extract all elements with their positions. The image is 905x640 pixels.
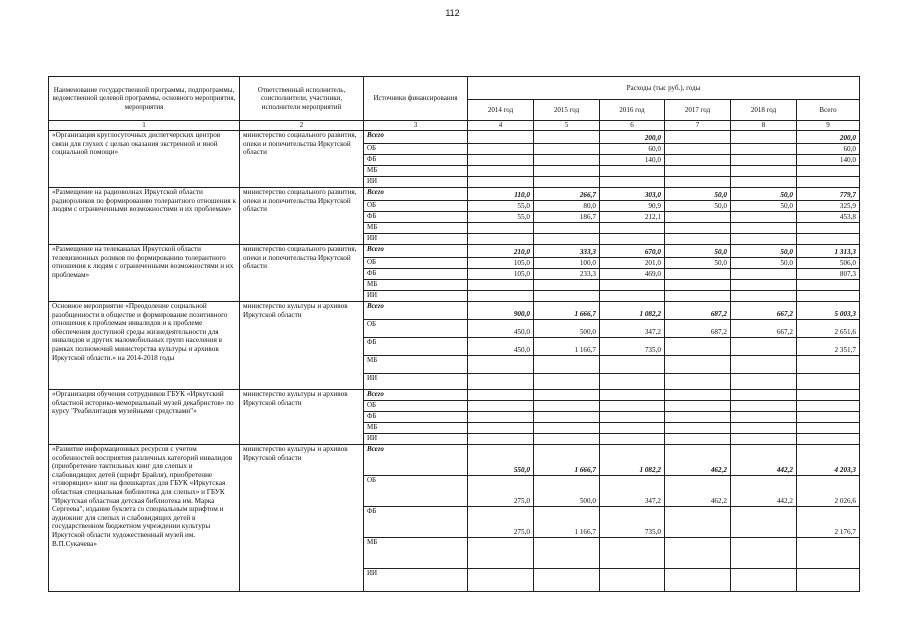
year-value bbox=[534, 412, 600, 423]
total-value: 4 203,3 bbox=[797, 445, 860, 476]
funding-source: ИИ bbox=[364, 234, 468, 245]
total-value bbox=[797, 390, 860, 401]
year-value: 105,0 bbox=[468, 269, 534, 280]
year-value: 347,2 bbox=[600, 320, 665, 338]
year-value bbox=[665, 390, 731, 401]
funding-source: ИИ bbox=[364, 291, 468, 302]
year-value: 212,1 bbox=[600, 212, 665, 223]
year-value bbox=[665, 291, 731, 302]
year-value bbox=[731, 177, 797, 188]
year-value: 500,0 bbox=[534, 476, 600, 507]
funding-source: ИИ bbox=[364, 434, 468, 445]
year-value bbox=[468, 291, 534, 302]
year-value bbox=[534, 401, 600, 412]
year-value bbox=[534, 280, 600, 291]
program-name: «Развитие информационных ресурсов с учетом особенностей восприятия различных категорий инвалидов (приобретение тактильных книг для слепых и слабовидящих детей (шрифт Брайля), приобретение «говорящих» книг на флешкартах для ГБУК «Иркутская областная специальная библиотека для слепых» и ГБУК "Иркутская областная детская библиотека им. Марка Сергеева", издание буклета со специальным шрифтом и аудиокниг для слепых и слабовидящих детей в государственном бюджетном учреждении культуры Иркутской области художественный музей им. В.П.Сукачева» bbox=[49, 445, 240, 592]
year-value bbox=[534, 291, 600, 302]
total-value: 807,3 bbox=[797, 269, 860, 280]
year-value: 110,0 bbox=[468, 188, 534, 201]
year-value bbox=[731, 538, 797, 569]
funding-source: ФБ bbox=[364, 412, 468, 423]
year-value bbox=[600, 434, 665, 445]
year-value bbox=[731, 269, 797, 280]
year-value: 1 666,7 bbox=[534, 445, 600, 476]
total-value: 60,0 bbox=[797, 144, 860, 155]
year-value bbox=[665, 155, 731, 166]
year-value bbox=[468, 538, 534, 569]
table-row bbox=[49, 188, 860, 201]
year-value bbox=[665, 338, 731, 356]
year-value bbox=[665, 507, 731, 538]
year-value bbox=[534, 223, 600, 234]
header-year: 2014 год bbox=[468, 100, 534, 121]
year-value bbox=[600, 223, 665, 234]
year-value: 735,0 bbox=[600, 338, 665, 356]
total-value: 506,0 bbox=[797, 258, 860, 269]
funding-source: ОБ bbox=[364, 201, 468, 212]
year-value: 1 082,2 bbox=[600, 445, 665, 476]
funding-source: МБ bbox=[364, 538, 468, 569]
total-value bbox=[797, 223, 860, 234]
year-value bbox=[665, 234, 731, 245]
year-value bbox=[534, 434, 600, 445]
year-value: 50,0 bbox=[665, 188, 731, 201]
program-executor: министерство социального развития, опеки и попечительства Иркутской области bbox=[240, 245, 364, 302]
funding-source: ИИ bbox=[364, 569, 468, 592]
year-value: 80,0 bbox=[534, 201, 600, 212]
index-cell: 7 bbox=[665, 121, 731, 131]
year-value: 100,0 bbox=[534, 258, 600, 269]
year-value bbox=[534, 144, 600, 155]
year-value: 469,0 bbox=[600, 269, 665, 280]
index-cell: 2 bbox=[240, 121, 364, 131]
year-value: 50,0 bbox=[731, 188, 797, 201]
year-value: 303,0 bbox=[600, 188, 665, 201]
index-cell: 3 bbox=[364, 121, 468, 131]
year-value bbox=[534, 131, 600, 144]
funding-source: ОБ bbox=[364, 401, 468, 412]
funding-source: ФБ bbox=[364, 507, 468, 538]
total-value: 453,8 bbox=[797, 212, 860, 223]
program-name: «Размещение на радиоволнах Иркутской области радиороликов по формированию толерантного отношения к людям с ограниченными возможностями и их проблемам» bbox=[49, 188, 240, 245]
funding-source: МБ bbox=[364, 223, 468, 234]
year-value bbox=[468, 390, 534, 401]
year-value bbox=[534, 356, 600, 374]
year-value: 687,2 bbox=[665, 320, 731, 338]
year-value: 186,7 bbox=[534, 212, 600, 223]
funding-source: ОБ bbox=[364, 258, 468, 269]
total-value: 140,0 bbox=[797, 155, 860, 166]
year-value: 55,0 bbox=[468, 201, 534, 212]
header-year: 2017 год bbox=[665, 100, 731, 121]
funding-source: ОБ bbox=[364, 320, 468, 338]
year-value: 333,3 bbox=[534, 245, 600, 258]
year-value bbox=[665, 280, 731, 291]
program-executor: министерство культуры и архивов Иркутской области bbox=[240, 302, 364, 390]
total-value bbox=[797, 434, 860, 445]
year-value: 450,0 bbox=[468, 320, 534, 338]
year-value: 90,9 bbox=[600, 201, 665, 212]
header-expenses: Расходы (тыс руб.), годы bbox=[468, 77, 860, 100]
year-value bbox=[468, 166, 534, 177]
year-value bbox=[665, 569, 731, 592]
year-value bbox=[534, 374, 600, 390]
total-value bbox=[797, 423, 860, 434]
header-year: 2018 год bbox=[731, 100, 797, 121]
year-value bbox=[731, 423, 797, 434]
header-executor: Ответственный исполнитель, соисполнители, участники, исполнители мероприятий bbox=[240, 77, 364, 121]
year-value bbox=[731, 390, 797, 401]
funding-source: Всего bbox=[364, 302, 468, 320]
funding-source: ФБ bbox=[364, 269, 468, 280]
year-value bbox=[534, 423, 600, 434]
year-value bbox=[665, 356, 731, 374]
year-value bbox=[665, 177, 731, 188]
year-value bbox=[534, 538, 600, 569]
funding-source: МБ bbox=[364, 423, 468, 434]
year-value: 670,0 bbox=[600, 245, 665, 258]
year-value bbox=[731, 212, 797, 223]
year-value: 50,0 bbox=[731, 245, 797, 258]
year-value bbox=[468, 434, 534, 445]
year-value: 201,0 bbox=[600, 258, 665, 269]
header-year: 2016 год bbox=[600, 100, 665, 121]
year-value: 462,2 bbox=[665, 476, 731, 507]
year-value: 1 166,7 bbox=[534, 338, 600, 356]
index-cell: 1 bbox=[49, 121, 240, 131]
program-executor: министерство культуры и архивов Иркутской области bbox=[240, 445, 364, 592]
program-executor: министерство социального развития, опеки и попечительства Иркутской области bbox=[240, 131, 364, 188]
total-value: 2 651,6 bbox=[797, 320, 860, 338]
total-value: 2 026,6 bbox=[797, 476, 860, 507]
year-value: 50,0 bbox=[665, 258, 731, 269]
total-value bbox=[797, 234, 860, 245]
year-value bbox=[731, 155, 797, 166]
total-value bbox=[797, 401, 860, 412]
year-value bbox=[468, 412, 534, 423]
year-value bbox=[665, 223, 731, 234]
year-value: 275,0 bbox=[468, 507, 534, 538]
year-value bbox=[731, 356, 797, 374]
year-value: 50,0 bbox=[665, 245, 731, 258]
funding-source: ИИ bbox=[364, 374, 468, 390]
year-value bbox=[600, 280, 665, 291]
table-row bbox=[49, 302, 860, 320]
year-value bbox=[534, 177, 600, 188]
year-value bbox=[665, 269, 731, 280]
year-value: 687,2 bbox=[665, 302, 731, 320]
year-value bbox=[731, 401, 797, 412]
header-source: Источники финансирования bbox=[364, 77, 468, 121]
page-number: 112 bbox=[445, 8, 460, 18]
funding-source: ФБ bbox=[364, 155, 468, 166]
year-value bbox=[600, 166, 665, 177]
year-value bbox=[731, 338, 797, 356]
funding-source: МБ bbox=[364, 280, 468, 291]
program-name: Основное мероприятие «Преодоление социальной разобщенности в обществе и формирование позитивного отношения к проблемам инвалидов и к проблеме обеспечения доступной среды жизнедеятельности для инвалидов и других маломобильных групп населения в рамках полномочий министерства культуры и архивов Иркутской области.» на 2014-2018 годы bbox=[49, 302, 240, 390]
year-value bbox=[468, 177, 534, 188]
year-value: 233,3 bbox=[534, 269, 600, 280]
total-value bbox=[797, 412, 860, 423]
index-cell: 6 bbox=[600, 121, 665, 131]
funding-source: МБ bbox=[364, 166, 468, 177]
year-value bbox=[600, 569, 665, 592]
year-value: 667,2 bbox=[731, 320, 797, 338]
total-value bbox=[797, 538, 860, 569]
total-value: 325,9 bbox=[797, 201, 860, 212]
year-value bbox=[731, 223, 797, 234]
year-value bbox=[468, 144, 534, 155]
total-value: 5 003,3 bbox=[797, 302, 860, 320]
year-value: 900,0 bbox=[468, 302, 534, 320]
total-value bbox=[797, 177, 860, 188]
year-value: 442,2 bbox=[731, 476, 797, 507]
funding-source: Всего bbox=[364, 245, 468, 258]
funding-source: Всего bbox=[364, 188, 468, 201]
year-value bbox=[665, 401, 731, 412]
year-value bbox=[600, 390, 665, 401]
total-value bbox=[797, 356, 860, 374]
funding-source: ИИ bbox=[364, 177, 468, 188]
year-value bbox=[468, 423, 534, 434]
index-cell: 9 bbox=[797, 121, 860, 131]
year-value bbox=[600, 374, 665, 390]
year-value bbox=[600, 177, 665, 188]
program-executor: министерство культуры и архивов Иркутской области bbox=[240, 390, 364, 445]
year-value bbox=[731, 280, 797, 291]
total-value bbox=[797, 280, 860, 291]
year-value: 500,0 bbox=[534, 320, 600, 338]
program-name: «Организация обучения сотрудников ГБУК «Иркутский областной историко-мемориальный музей декабристов» по курсу "Реабилитация музейными средствами"» bbox=[49, 390, 240, 445]
year-value: 50,0 bbox=[665, 201, 731, 212]
year-value: 55,0 bbox=[468, 212, 534, 223]
year-value: 60,0 bbox=[600, 144, 665, 155]
funding-source: ФБ bbox=[364, 212, 468, 223]
funding-source: Всего bbox=[364, 445, 468, 476]
year-value bbox=[600, 234, 665, 245]
year-value bbox=[665, 374, 731, 390]
year-value bbox=[665, 412, 731, 423]
year-value bbox=[468, 374, 534, 390]
year-value bbox=[600, 401, 665, 412]
year-value bbox=[665, 131, 731, 144]
year-value: 210,0 bbox=[468, 245, 534, 258]
year-value bbox=[731, 569, 797, 592]
total-value bbox=[797, 291, 860, 302]
year-value bbox=[600, 412, 665, 423]
year-value bbox=[468, 234, 534, 245]
table-row bbox=[49, 390, 860, 401]
year-value bbox=[600, 291, 665, 302]
year-value bbox=[731, 291, 797, 302]
year-value: 450,0 bbox=[468, 338, 534, 356]
table-row bbox=[49, 245, 860, 258]
total-value: 2 176,7 bbox=[797, 507, 860, 538]
year-value bbox=[665, 423, 731, 434]
year-value bbox=[468, 223, 534, 234]
funding-source: Всего bbox=[364, 390, 468, 401]
year-value: 735,0 bbox=[600, 507, 665, 538]
year-value bbox=[665, 538, 731, 569]
year-value bbox=[731, 234, 797, 245]
year-value bbox=[731, 131, 797, 144]
index-cell: 4 bbox=[468, 121, 534, 131]
year-value: 667,2 bbox=[731, 302, 797, 320]
year-value bbox=[534, 569, 600, 592]
year-value: 347,2 bbox=[600, 476, 665, 507]
funding-source: ОБ bbox=[364, 144, 468, 155]
year-value bbox=[600, 423, 665, 434]
year-value bbox=[731, 374, 797, 390]
year-value: 550,0 bbox=[468, 445, 534, 476]
year-value bbox=[600, 356, 665, 374]
year-value bbox=[468, 401, 534, 412]
index-cell: 5 bbox=[534, 121, 600, 131]
year-value: 442,2 bbox=[731, 445, 797, 476]
year-value bbox=[600, 538, 665, 569]
total-value bbox=[797, 166, 860, 177]
year-value: 50,0 bbox=[731, 201, 797, 212]
year-value bbox=[534, 155, 600, 166]
year-value bbox=[731, 434, 797, 445]
year-value bbox=[665, 144, 731, 155]
funding-source: Всего bbox=[364, 131, 468, 144]
index-cell: 8 bbox=[731, 121, 797, 131]
header-year: 2015 год bbox=[534, 100, 600, 121]
year-value bbox=[731, 144, 797, 155]
year-value bbox=[468, 155, 534, 166]
year-value bbox=[665, 434, 731, 445]
year-value: 462,2 bbox=[665, 445, 731, 476]
year-value: 1 082,2 bbox=[600, 302, 665, 320]
year-value bbox=[731, 166, 797, 177]
year-value bbox=[665, 212, 731, 223]
year-value bbox=[731, 507, 797, 538]
year-value: 1 166,7 bbox=[534, 507, 600, 538]
program-executor: министерство социального развития, опеки и попечительства Иркутской области bbox=[240, 188, 364, 245]
year-value bbox=[534, 234, 600, 245]
year-value: 105,0 bbox=[468, 258, 534, 269]
table-row bbox=[49, 131, 860, 144]
header-name: Наименование государственной программы, подпрограммы, ведомственной целевой программы, основного мероприятия, мероприятия bbox=[49, 77, 240, 121]
table-row bbox=[49, 445, 860, 476]
total-value: 1 313,3 bbox=[797, 245, 860, 258]
year-value bbox=[468, 280, 534, 291]
year-value: 266,7 bbox=[534, 188, 600, 201]
total-value bbox=[797, 374, 860, 390]
total-value: 2 351,7 bbox=[797, 338, 860, 356]
year-value bbox=[468, 569, 534, 592]
year-value: 275,0 bbox=[468, 476, 534, 507]
total-value: 200,0 bbox=[797, 131, 860, 144]
total-value: 779,7 bbox=[797, 188, 860, 201]
header-total: Всего bbox=[797, 100, 860, 121]
year-value bbox=[665, 166, 731, 177]
total-value bbox=[797, 569, 860, 592]
year-value bbox=[534, 166, 600, 177]
program-name: «Размещение на телеканалах Иркутской области телевизионных роликов по формированию толерантного отношения к людям с ограниченными возможностями и их проблемам» bbox=[49, 245, 240, 302]
funding-source: ФБ bbox=[364, 338, 468, 356]
year-value bbox=[731, 412, 797, 423]
year-value bbox=[468, 131, 534, 144]
year-value: 140,0 bbox=[600, 155, 665, 166]
year-value: 1 666,7 bbox=[534, 302, 600, 320]
year-value bbox=[468, 356, 534, 374]
year-value: 50,0 bbox=[731, 258, 797, 269]
funding-source: МБ bbox=[364, 356, 468, 374]
funding-source: ОБ bbox=[364, 476, 468, 507]
program-name: «Организация круглосуточных диспетчерских центров связи для глухих с целью оказания экстренной и иной социальной помощи» bbox=[49, 131, 240, 188]
year-value: 200,0 bbox=[600, 131, 665, 144]
expenses-table bbox=[48, 76, 860, 592]
year-value bbox=[534, 390, 600, 401]
